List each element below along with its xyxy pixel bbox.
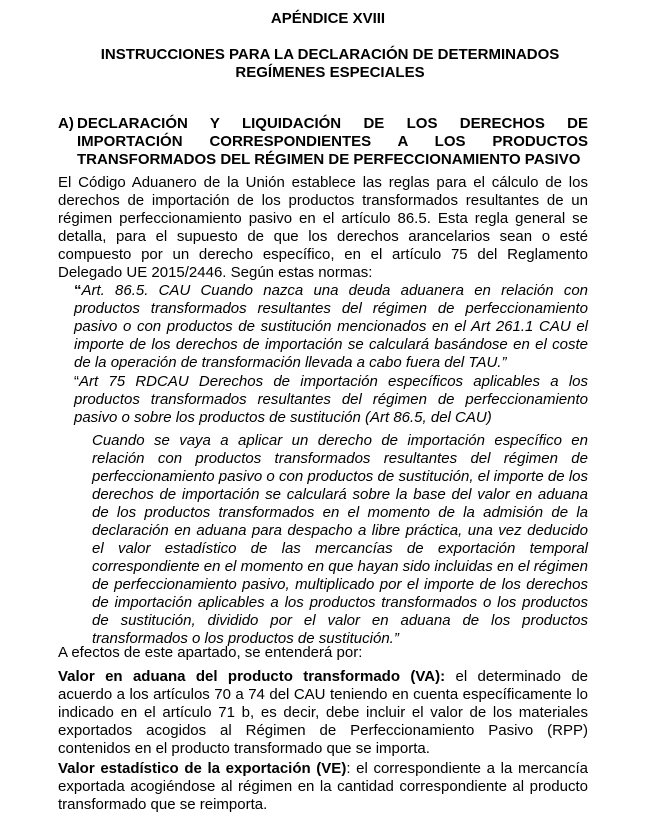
definition-term: Valor en aduana del producto transformado (VA): — [58, 668, 446, 685]
quote-open-mark: “ — [74, 373, 79, 390]
definition-statistical-value — [58, 760, 588, 814]
definition-customs-value — [58, 668, 588, 758]
quote-art-75-body: Cuando se vaya a aplicar un derecho de importación específico en relación con productos transformados resultantes del régimen de perfeccionamiento pasivo o con productos de sustitución, el importe de los derechos de importación se calculará sobre la base del valor en aduana de los productos transformados en el momento de la admisión de la declaración en aduana para despacho a libre práctica, una vez deducido el valor estadístico de las mercancías de exportación temporal correspondiente en el momento en que hayan sido incluidas en el régimen de perfeccionamiento pasivo, multiplicado por el importe de los derechos de importación aplicables a los productos transformados o los productos de sustitución, dividido por el valor en aduana de los productos transformados o los productos de sustitución.” — [92, 432, 588, 647]
quote-art-86-5-text: Art. 86.5. CAU Cuando nazca una deuda aduanera en relación con productos transformados resultantes del régimen de perfeccionamiento pasivo o con productos de sustitución mencionados en el Art 261.1 CAU el importe de los derechos de importación se calculará basándose en el coste de la operación de transformación llevada a cabo fuera del TAU.” — [74, 282, 588, 371]
intro-paragraph: El Código Aduanero de la Unión establece las reglas para el cálculo de los derechos de importación de los productos transformados resultantes de un régimen perfeccionamiento pasivo en el artículo 86.5. Esta regla general se detalla, para el supuesto de que los derechos arancelarios sean o esté compuesto por un derecho específico, en el artículo 75 del Reglamento Delegado UE 2015/2446. Según estas normas: — [58, 174, 588, 281]
quote-open-mark: “ — [74, 282, 82, 299]
quote-art-75-text: Art 75 RDCAU Derechos de importación específicos aplicables a los productos transformados resultantes del régimen de perfeccionamiento pasivo o sobre los productos de sustitución (Art 86.5, del CAU) — [74, 373, 588, 426]
definition-text: : el correspondiente a la mercancía exportada acogiéndose al régimen en la cantidad correspondiente al producto transformado que se reimporta. — [58, 760, 588, 813]
section-letter: A) — [58, 115, 74, 132]
appendix-subtitle: INSTRUCCIONES PARA LA DECLARACIÓN DE DETERMINADOS REGÍMENES ESPECIALES — [100, 46, 560, 81]
appendix-title: APÉNDICE XVIII — [270, 10, 386, 27]
quote-art-75 — [74, 373, 588, 427]
definition-text: el determinado de acuerdo a los artículos 70 a 74 del CAU teniendo en cuenta específicamente lo indicado en el artículo 71 b, es decir, debe incluir el valor de los materiales exportados acogidos al Régimen de Perfeccionamiento Pasivo (RPP) contenidos en el producto transformado que se importa. — [58, 668, 589, 757]
definition-term: Valor estadístico de la exportación (VE) — [58, 760, 347, 777]
effects-paragraph: A efectos de este apartado, se entenderá por: — [58, 644, 363, 661]
quote-art-86-5 — [74, 282, 588, 372]
section-heading — [58, 115, 588, 169]
section-heading-text: DECLARACIÓN Y LIQUIDACIÓN DE LOS DERECHOS DE IMPORTACIÓN CORRESPONDIENTES A LOS PRODUCTOS TRANSFORMADOS DEL RÉGIMEN DE PERFECCIONAMIENTO PASIVO — [77, 115, 588, 168]
